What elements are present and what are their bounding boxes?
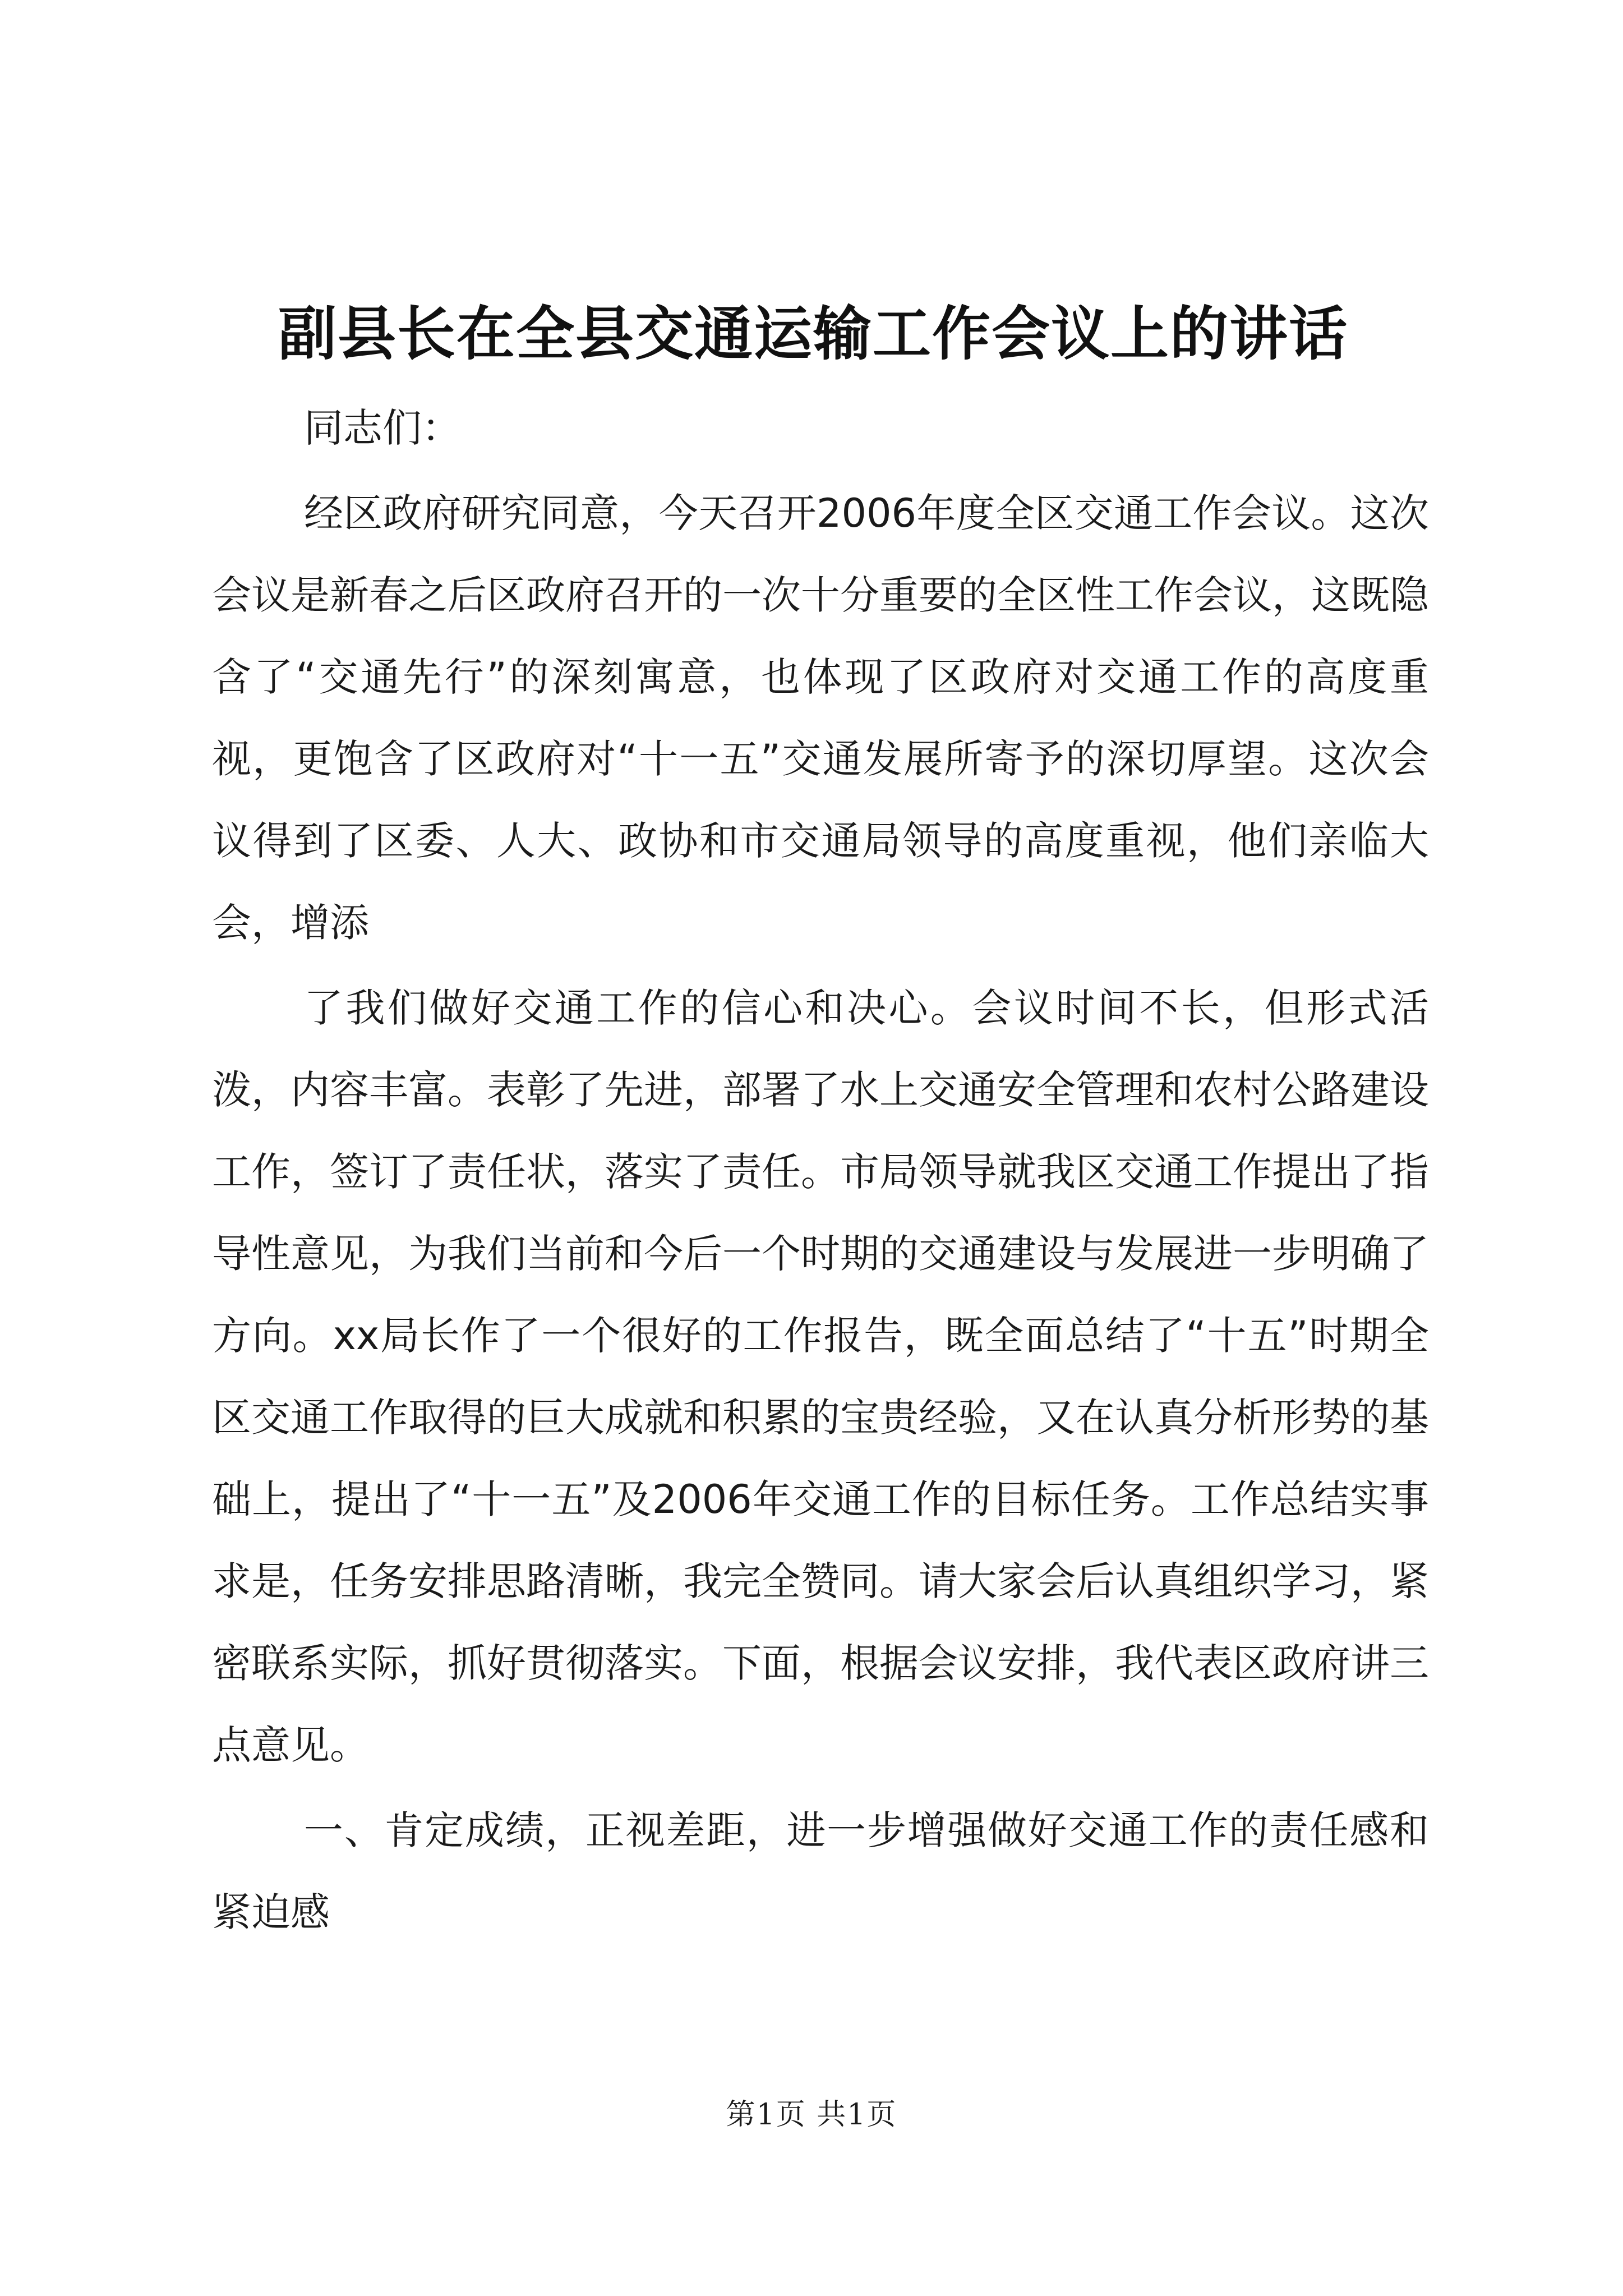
document-title: 副县长在全县交通运输工作会议上的讲话 bbox=[278, 299, 1348, 368]
body-paragraph: 经区政府研究同意，今天召开2006年度全区交通工作会议。这次会议是新春之后区政府召开的一次十分重要的全区性工作会议，这既隐含了“交通先行”的深刻寓意，也体现了区政府对交通工作的高度重视，更饱含了区政府对“十一五”交通发展所寄予的深切厚望。这次会议得到了区委、人大、政协和市交通局领导的高度重视，他们亲临大会，增添 bbox=[212, 490, 1429, 946]
salutation-paragraph: 同志们： bbox=[304, 405, 461, 451]
section-heading: 一、肯定成绩，正视差距，进一步增强做好交通工作的责任感和紧迫感 bbox=[212, 1807, 1429, 1935]
body-paragraph: 了我们做好交通工作的信心和决心。会议时间不长，但形式活泼，内容丰富。表彰了先进，部署了水上交通安全管理和农村公路建设工作，签订了责任状，落实了责任。市局领导就我区交通工作提出了指导性意见，为我们当前和今后一个时期的交通建设与发展进一步明确了方向。xx局长作了一个很好的工作报告，既全面总结了“十五”时期全区交通工作取得的巨大成就和积累的宝贵经验，又在认真分析形势的基础上，提出了“十一五”及2006年交通工作的目标任务。工作总结实事求是，任务安排思路清晰，我完全赞同。请大家会后认真组织学习，紧密联系实际，抓好贯彻落实。下面，根据会议安排，我代表区政府讲三点意见。 bbox=[212, 985, 1429, 1768]
page-number-footer: 第1页 共1页 bbox=[726, 2098, 897, 2132]
document-body bbox=[212, 387, 1429, 1953]
